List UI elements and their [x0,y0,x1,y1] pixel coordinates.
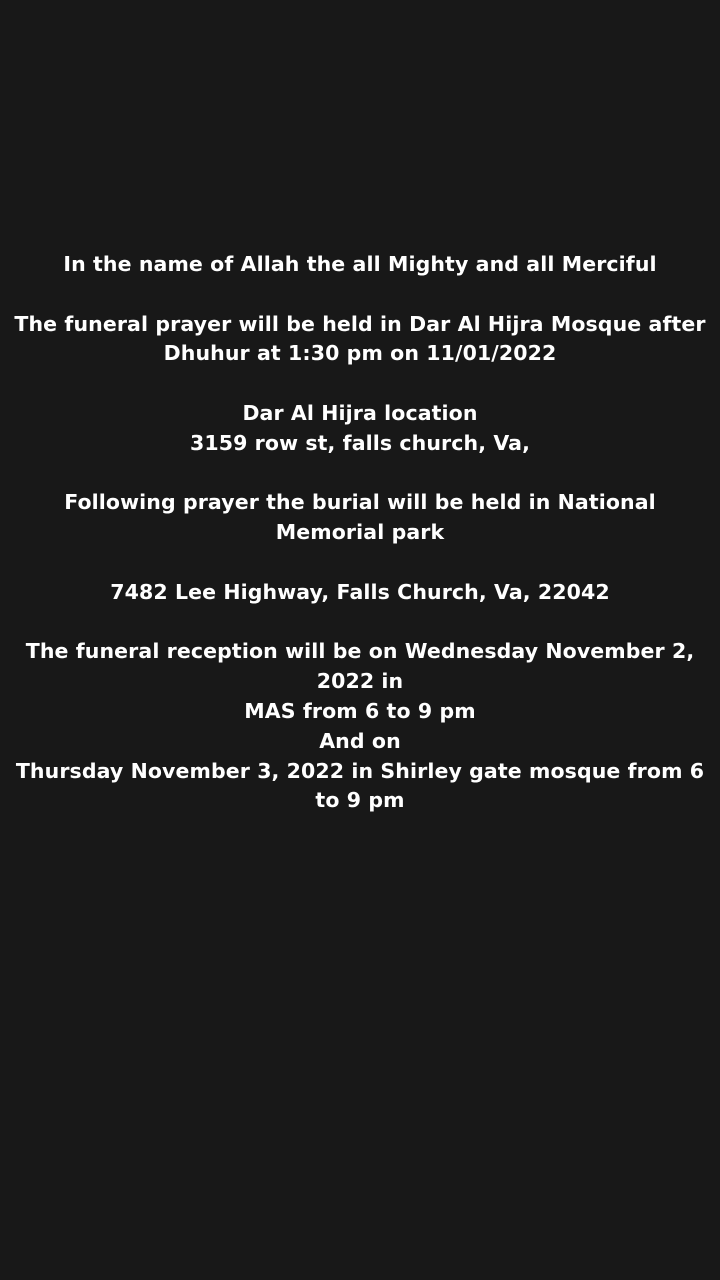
reception-line-3: And on [319,728,401,753]
reception-block [12,637,708,816]
announcement-text [12,250,708,816]
burial-text: Following prayer the burial will be held in National Memorial park [64,490,656,545]
reception-line-4: Thursday November 3, 2022 in Shirley gate mosque from 6 to 9 pm [15,758,705,813]
opening-line: In the name of Allah the all Mighty and all Merciful [63,252,657,276]
reception-line-1: The funeral reception will be on Wednesday November 2, 2022 in [25,639,695,694]
reception-line-2: MAS from 6 to 9 pm [244,698,476,723]
burial-address: 7482 Lee Highway, Falls Church, Va, 22042 [110,579,610,604]
location-address: 3159 row st, falls church, Va, [189,430,531,455]
location-heading: Dar Al Hijra location [242,400,478,425]
funeral-prayer-text: The funeral prayer will be held in Dar Al Hijra Mosque after Dhuhur at 1:30 pm on 11/01/2022 [14,311,706,366]
location-block [12,399,708,459]
